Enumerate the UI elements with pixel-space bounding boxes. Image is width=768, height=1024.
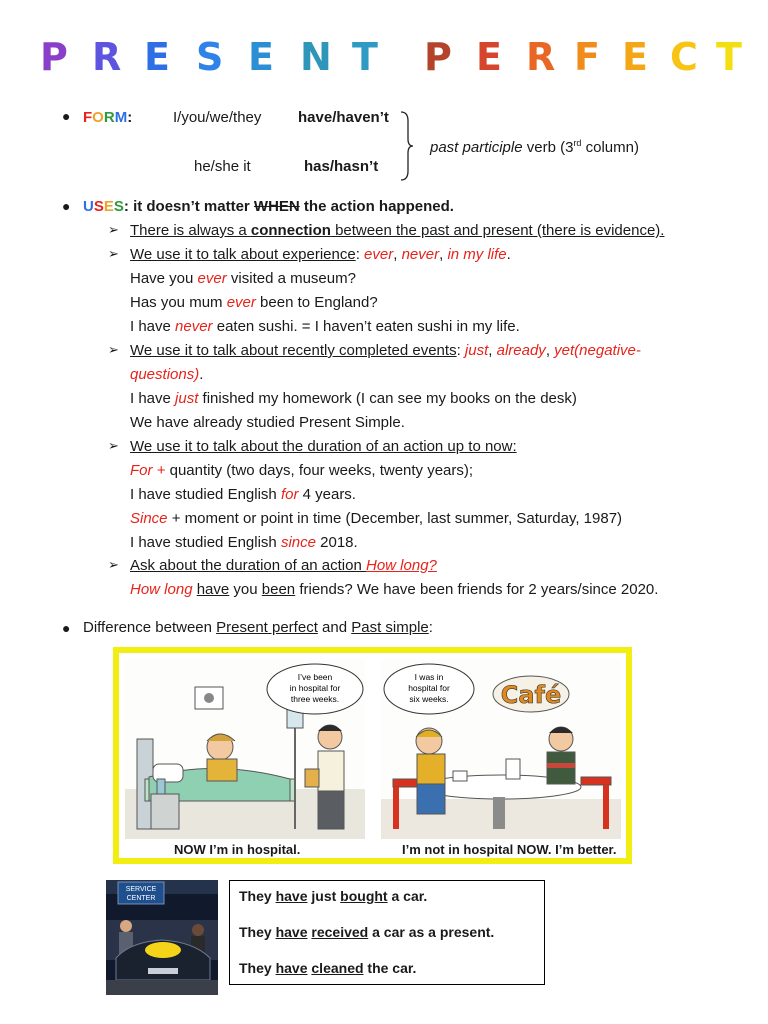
example-sentence: Has you mum ever been to England? xyxy=(130,294,378,311)
title-letter: F xyxy=(574,35,600,79)
example-sentence: I have never eaten sushi. = I haven’t eaten sushi in my life. xyxy=(130,318,520,335)
curly-brace-icon xyxy=(400,111,414,181)
uses-heading: USES: it doesn’t matter WHEN the action happened. xyxy=(83,198,454,215)
bubble-text-line: in hospital for xyxy=(289,683,341,693)
example-sentences-box xyxy=(229,880,545,985)
use-experience: We use it to talk about experience: ever, never, in my life. xyxy=(130,246,511,263)
form-aux-singular: has/hasn’t xyxy=(304,158,379,175)
title-letter: N xyxy=(300,35,332,79)
bubble-text-line: I was in xyxy=(414,672,444,682)
hospital-cartoon xyxy=(125,659,365,839)
use-recent-events-cont: questions). xyxy=(130,366,204,383)
form-subject-singular: he/she it xyxy=(194,158,251,175)
title-letter: R xyxy=(92,35,122,79)
use-duration: We use it to talk about the duration of an action up to now: xyxy=(130,438,517,455)
cafe-cartoon xyxy=(381,659,621,839)
bubble-text-line: hospital for xyxy=(408,683,450,693)
title-letter: S xyxy=(196,35,224,79)
cafe-sign-text: Café xyxy=(500,681,562,709)
bubble-text-line: six weeks. xyxy=(409,694,449,704)
example-sentence: I have studied English since 2018. xyxy=(130,534,358,551)
page-title xyxy=(40,34,740,84)
car-photo-image xyxy=(106,880,218,995)
title-letter: P xyxy=(424,35,452,79)
bubble-text-line: three weeks. xyxy=(290,694,340,704)
since-rule: Since + moment or point in time (December, last summer, Saturday, 1987) xyxy=(130,510,623,527)
form-label: FORM: xyxy=(83,109,133,126)
title-letter: E xyxy=(248,35,274,79)
title-letter: T xyxy=(352,35,378,79)
past-participle-note: past participle verb (3rd column) xyxy=(430,138,639,156)
title-letter: E xyxy=(622,35,648,79)
cafe-scene-image xyxy=(381,659,621,839)
caption-hospital: NOW I’m in hospital. xyxy=(174,842,301,857)
caption-cafe: I’m not in hospital NOW. I’m better. xyxy=(402,842,617,857)
use-connection: There is always a connection between the past and present (there is evidence). xyxy=(130,222,665,239)
car-photo xyxy=(106,880,218,995)
arrow-bullet-icon: ➢ xyxy=(108,246,119,261)
for-rule: For + quantity (two days, four weeks, twenty years); xyxy=(130,462,474,479)
arrow-bullet-icon: ➢ xyxy=(108,438,119,453)
service-sign-line: SERVICE xyxy=(125,886,157,893)
cartoon-frame xyxy=(113,647,632,864)
example-sentence: How long have you been friends? We have been friends for 2 years/since 2020. xyxy=(130,581,659,598)
title-letter: C xyxy=(670,35,698,79)
example-sentence: Have you ever visited a museum? xyxy=(130,270,356,287)
arrow-bullet-icon: ➢ xyxy=(108,342,119,357)
example-sentence: They have cleaned the car. xyxy=(239,960,417,976)
bubble-text-line: I’ve been xyxy=(297,672,333,682)
example-sentence: They have just bought a car. xyxy=(239,888,428,904)
form-subject-plural: I/you/we/they xyxy=(173,109,262,126)
form-aux-plural: have/haven’t xyxy=(298,109,389,126)
title-letter: P xyxy=(40,35,68,79)
example-sentence: I have just finished my homework (I can see my books on the desk) xyxy=(130,390,577,407)
hospital-scene-image xyxy=(125,659,365,839)
title-letter: E xyxy=(144,35,170,79)
example-sentence: They have received a car as a present. xyxy=(239,924,495,940)
example-sentence: I have studied English for 4 years. xyxy=(130,486,356,503)
bullet-icon: ● xyxy=(62,108,71,124)
arrow-bullet-icon: ➢ xyxy=(108,557,119,572)
service-sign-line: CENTER xyxy=(126,895,156,902)
difference-heading: Difference between Present perfect and Past simple: xyxy=(83,619,433,636)
use-how-long: Ask about the duration of an action How long? xyxy=(130,557,437,574)
bullet-icon: ● xyxy=(62,198,71,214)
title-letter: R xyxy=(526,35,556,79)
title-letter: E xyxy=(476,35,502,79)
title-letter: T xyxy=(716,35,742,79)
bullet-icon: ● xyxy=(62,620,71,636)
arrow-bullet-icon: ➢ xyxy=(108,222,119,237)
example-sentence: We have already studied Present Simple. xyxy=(130,414,405,431)
use-recent-events: We use it to talk about recently completed events: just, already, yet(negative- xyxy=(130,342,641,359)
